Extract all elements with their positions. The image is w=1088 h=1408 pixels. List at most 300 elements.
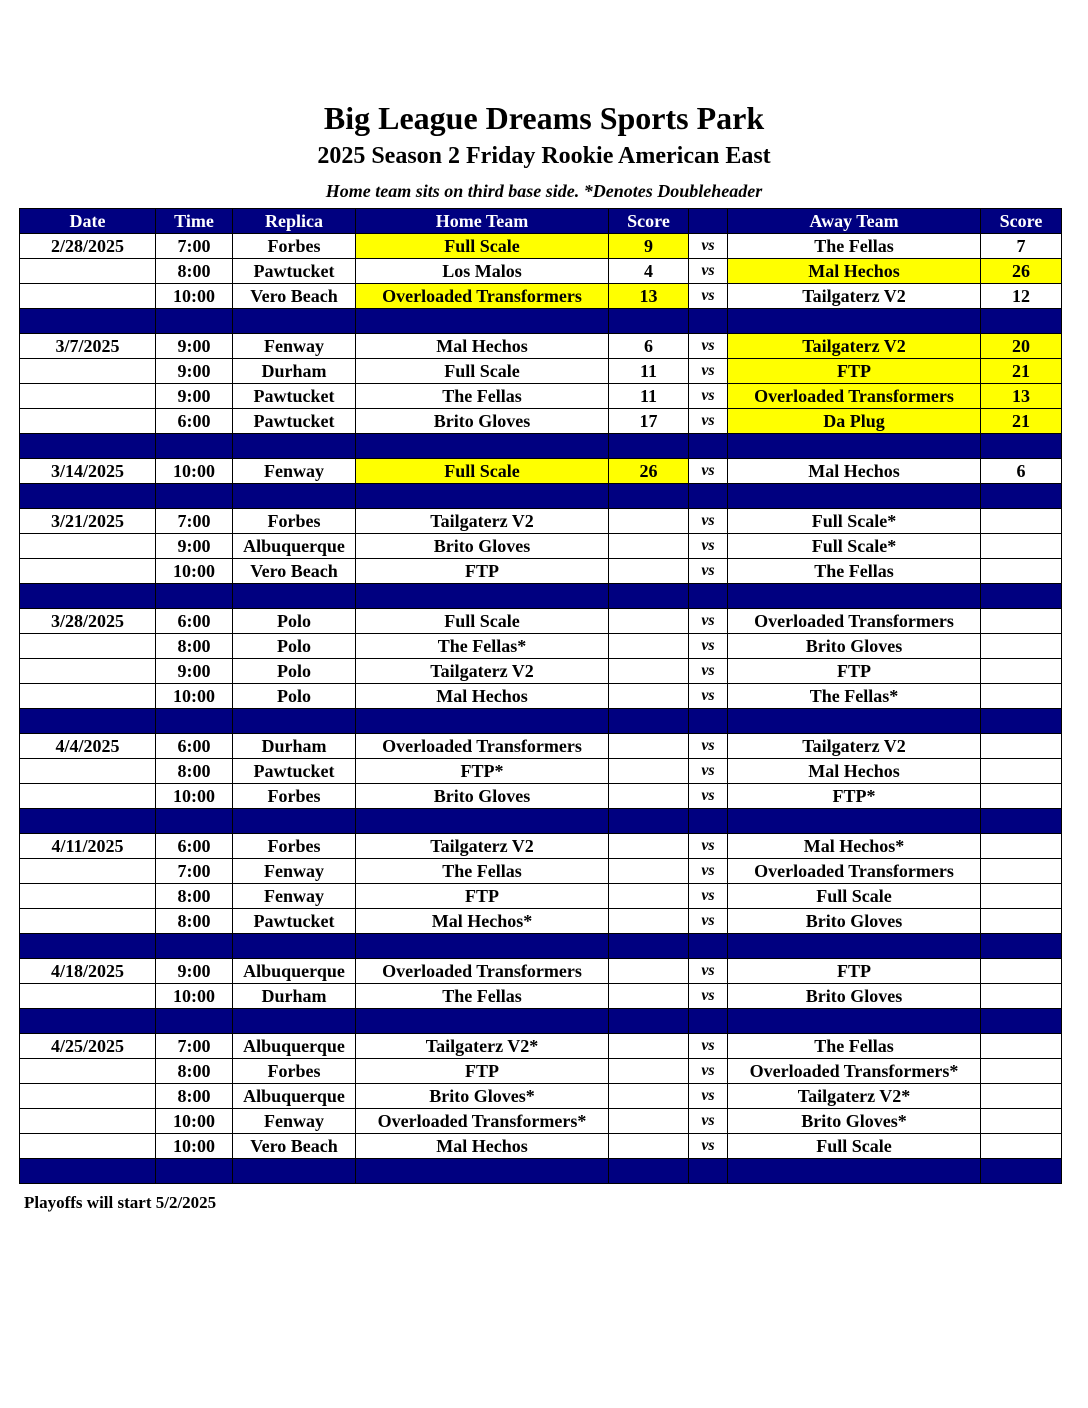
away-team-cell: Mal Hechos* (728, 834, 981, 859)
column-header-away-team: Away Team (728, 209, 981, 234)
away-score-cell (981, 784, 1062, 809)
vs-cell: vs (689, 284, 728, 309)
home-team-cell: FTP* (356, 759, 609, 784)
home-team-cell: Overloaded Transformers (356, 959, 609, 984)
replica-cell: Fenway (233, 1109, 356, 1134)
away-score-cell (981, 759, 1062, 784)
separator-cell (981, 809, 1062, 834)
separator-cell (20, 809, 156, 834)
separator-cell (689, 434, 728, 459)
separator-cell (728, 484, 981, 509)
away-team-cell: Da Plug (728, 409, 981, 434)
separator-cell (728, 1009, 981, 1034)
home-team-cell: Full Scale (356, 234, 609, 259)
table-row (20, 634, 1062, 659)
away-team-cell: Mal Hechos (728, 459, 981, 484)
home-team-cell: Mal Hechos (356, 334, 609, 359)
replica-cell: Albuquerque (233, 959, 356, 984)
away-score-cell (981, 984, 1062, 1009)
replica-cell: Fenway (233, 884, 356, 909)
separator-cell (156, 484, 233, 509)
time-cell: 9:00 (156, 359, 233, 384)
table-row (20, 884, 1062, 909)
replica-cell: Vero Beach (233, 284, 356, 309)
home-team-cell: Full Scale (356, 459, 609, 484)
table-row (20, 984, 1062, 1009)
separator-cell (689, 809, 728, 834)
away-score-cell (981, 609, 1062, 634)
away-team-cell: Brito Gloves* (728, 1109, 981, 1134)
vs-cell: vs (689, 909, 728, 934)
date-cell (20, 259, 156, 284)
away-score-cell (981, 1059, 1062, 1084)
home-score-cell (609, 959, 689, 984)
date-cell (20, 634, 156, 659)
replica-cell: Polo (233, 659, 356, 684)
separator-cell (728, 584, 981, 609)
date-cell: 4/11/2025 (20, 834, 156, 859)
column-header-replica: Replica (233, 209, 356, 234)
home-score-cell (609, 834, 689, 859)
separator-cell (609, 809, 689, 834)
time-cell: 8:00 (156, 759, 233, 784)
replica-cell: Durham (233, 734, 356, 759)
date-cell (20, 659, 156, 684)
column-header-home-score: Score (609, 209, 689, 234)
time-cell: 10:00 (156, 284, 233, 309)
table-row (20, 384, 1062, 409)
replica-cell: Albuquerque (233, 1034, 356, 1059)
home-team-cell: Overloaded Transformers (356, 284, 609, 309)
separator-cell (728, 934, 981, 959)
separator-cell (233, 1009, 356, 1034)
date-cell: 4/4/2025 (20, 734, 156, 759)
home-score-cell (609, 659, 689, 684)
separator-cell (156, 809, 233, 834)
replica-cell: Polo (233, 684, 356, 709)
separator-cell (728, 709, 981, 734)
home-team-cell: Tailgaterz V2 (356, 659, 609, 684)
separator-cell (20, 709, 156, 734)
date-cell (20, 684, 156, 709)
home-team-cell: Tailgaterz V2* (356, 1034, 609, 1059)
home-score-cell (609, 1134, 689, 1159)
away-score-cell: 6 (981, 459, 1062, 484)
away-team-cell: The Fellas (728, 234, 981, 259)
separator-cell (20, 434, 156, 459)
table-row (20, 509, 1062, 534)
table-row (20, 859, 1062, 884)
separator-cell (356, 584, 609, 609)
away-score-cell (981, 1109, 1062, 1134)
home-score-cell: 13 (609, 284, 689, 309)
separator-cell (156, 1159, 233, 1184)
separator-cell (609, 309, 689, 334)
separator-cell (233, 809, 356, 834)
separator-row (20, 809, 1062, 834)
separator-cell (981, 484, 1062, 509)
time-cell: 10:00 (156, 1109, 233, 1134)
vs-cell: vs (689, 1109, 728, 1134)
away-team-cell: The Fellas* (728, 684, 981, 709)
separator-cell (689, 1159, 728, 1184)
table-row (20, 534, 1062, 559)
away-score-cell: 20 (981, 334, 1062, 359)
separator-cell (981, 934, 1062, 959)
time-cell: 7:00 (156, 859, 233, 884)
away-team-cell: FTP (728, 359, 981, 384)
separator-cell (689, 1009, 728, 1034)
away-score-cell (981, 734, 1062, 759)
home-score-cell (609, 984, 689, 1009)
separator-cell (728, 809, 981, 834)
separator-cell (233, 309, 356, 334)
time-cell: 9:00 (156, 959, 233, 984)
column-header-away-score: Score (981, 209, 1062, 234)
home-score-cell (609, 1084, 689, 1109)
away-team-cell: Tailgaterz V2 (728, 334, 981, 359)
separator-cell (728, 1159, 981, 1184)
time-cell: 9:00 (156, 659, 233, 684)
separator-row (20, 584, 1062, 609)
away-team-cell: Overloaded Transformers (728, 859, 981, 884)
date-cell (20, 559, 156, 584)
replica-cell: Forbes (233, 509, 356, 534)
date-cell (20, 534, 156, 559)
table-row (20, 1059, 1062, 1084)
date-cell (20, 759, 156, 784)
away-score-cell: 21 (981, 409, 1062, 434)
away-score-cell (981, 909, 1062, 934)
vs-cell: vs (689, 259, 728, 284)
away-team-cell: The Fellas (728, 1034, 981, 1059)
table-row (20, 659, 1062, 684)
away-team-cell: FTP (728, 659, 981, 684)
vs-cell: vs (689, 334, 728, 359)
away-team-cell: Overloaded Transformers (728, 384, 981, 409)
separator-row (20, 934, 1062, 959)
away-score-cell (981, 959, 1062, 984)
separator-row (20, 434, 1062, 459)
replica-cell: Pawtucket (233, 259, 356, 284)
separator-cell (20, 1159, 156, 1184)
away-team-cell: Tailgaterz V2 (728, 734, 981, 759)
date-cell (20, 284, 156, 309)
date-cell (20, 909, 156, 934)
away-score-cell (981, 834, 1062, 859)
separator-row (20, 1159, 1062, 1184)
home-score-cell (609, 1059, 689, 1084)
time-cell: 8:00 (156, 1084, 233, 1109)
date-cell (20, 359, 156, 384)
replica-cell: Fenway (233, 334, 356, 359)
away-score-cell (981, 1084, 1062, 1109)
away-team-cell: Tailgaterz V2 (728, 284, 981, 309)
header-row (20, 209, 1062, 234)
separator-cell (609, 484, 689, 509)
away-team-cell: FTP (728, 959, 981, 984)
vs-cell: vs (689, 1084, 728, 1109)
column-header-home-team: Home Team (356, 209, 609, 234)
time-cell: 9:00 (156, 384, 233, 409)
table-row (20, 284, 1062, 309)
home-score-cell (609, 634, 689, 659)
vs-cell: vs (689, 1034, 728, 1059)
vs-cell: vs (689, 834, 728, 859)
separator-cell (356, 934, 609, 959)
away-team-cell: Brito Gloves (728, 634, 981, 659)
table-row (20, 359, 1062, 384)
separator-cell (689, 584, 728, 609)
home-team-cell: The Fellas* (356, 634, 609, 659)
replica-cell: Forbes (233, 834, 356, 859)
home-score-cell (609, 784, 689, 809)
home-score-cell (609, 534, 689, 559)
separator-cell (233, 709, 356, 734)
table-row (20, 559, 1062, 584)
separator-cell (156, 434, 233, 459)
playoffs-note: Playoffs will start 5/2/2025 (24, 1193, 217, 1212)
home-score-cell (609, 1034, 689, 1059)
separator-row (20, 309, 1062, 334)
page-title: Big League Dreams Sports Park (323, 100, 765, 136)
date-cell (20, 384, 156, 409)
date-cell (20, 1084, 156, 1109)
vs-cell: vs (689, 359, 728, 384)
replica-cell: Pawtucket (233, 409, 356, 434)
separator-cell (609, 1159, 689, 1184)
date-cell: 4/25/2025 (20, 1034, 156, 1059)
table-row (20, 609, 1062, 634)
home-team-cell: FTP (356, 1059, 609, 1084)
table-row (20, 409, 1062, 434)
time-cell: 7:00 (156, 509, 233, 534)
home-score-cell (609, 909, 689, 934)
away-team-cell: Full Scale* (728, 534, 981, 559)
date-cell (20, 1134, 156, 1159)
away-score-cell (981, 1134, 1062, 1159)
home-score-cell (609, 884, 689, 909)
separator-cell (689, 484, 728, 509)
home-team-cell: Full Scale (356, 609, 609, 634)
separator-cell (233, 584, 356, 609)
vs-cell: vs (689, 959, 728, 984)
time-cell: 10:00 (156, 1134, 233, 1159)
away-score-cell (981, 634, 1062, 659)
vs-cell: vs (689, 384, 728, 409)
vs-cell: vs (689, 884, 728, 909)
vs-cell: vs (689, 1134, 728, 1159)
replica-cell: Forbes (233, 234, 356, 259)
separator-cell (156, 309, 233, 334)
home-team-cell: Mal Hechos (356, 684, 609, 709)
separator-cell (356, 484, 609, 509)
separator-cell (156, 584, 233, 609)
home-team-cell: Full Scale (356, 359, 609, 384)
separator-cell (156, 1009, 233, 1034)
vs-cell: vs (689, 1059, 728, 1084)
away-score-cell: 13 (981, 384, 1062, 409)
separator-cell (20, 1009, 156, 1034)
vs-cell: vs (689, 234, 728, 259)
column-header-vs (689, 209, 728, 234)
date-cell (20, 984, 156, 1009)
table-row (20, 1034, 1062, 1059)
date-cell (20, 884, 156, 909)
schedule-body (20, 234, 1062, 1184)
separator-cell (233, 934, 356, 959)
away-team-cell: FTP* (728, 784, 981, 809)
away-score-cell: 21 (981, 359, 1062, 384)
separator-cell (356, 809, 609, 834)
vs-cell: vs (689, 659, 728, 684)
time-cell: 6:00 (156, 734, 233, 759)
date-cell (20, 859, 156, 884)
time-cell: 10:00 (156, 459, 233, 484)
away-score-cell (981, 559, 1062, 584)
replica-cell: Vero Beach (233, 1134, 356, 1159)
separator-cell (233, 1159, 356, 1184)
separator-cell (356, 709, 609, 734)
date-cell: 3/14/2025 (20, 459, 156, 484)
table-row (20, 909, 1062, 934)
replica-cell: Durham (233, 359, 356, 384)
separator-cell (981, 709, 1062, 734)
away-score-cell (981, 534, 1062, 559)
date-cell: 3/28/2025 (20, 609, 156, 634)
home-team-cell: Brito Gloves* (356, 1084, 609, 1109)
away-score-cell (981, 1034, 1062, 1059)
home-score-cell (609, 759, 689, 784)
table-row (20, 784, 1062, 809)
replica-cell: Forbes (233, 784, 356, 809)
home-score-cell: 6 (609, 334, 689, 359)
away-team-cell: Overloaded Transformers (728, 609, 981, 634)
separator-cell (728, 309, 981, 334)
replica-cell: Polo (233, 634, 356, 659)
time-cell: 7:00 (156, 1034, 233, 1059)
away-team-cell: The Fellas (728, 559, 981, 584)
away-team-cell: Mal Hechos (728, 259, 981, 284)
separator-cell (689, 709, 728, 734)
vs-cell: vs (689, 734, 728, 759)
separator-cell (356, 1159, 609, 1184)
replica-cell: Fenway (233, 459, 356, 484)
home-score-cell (609, 509, 689, 534)
time-cell: 7:00 (156, 234, 233, 259)
home-team-cell: Overloaded Transformers (356, 734, 609, 759)
vs-cell: vs (689, 759, 728, 784)
vs-cell: vs (689, 634, 728, 659)
away-team-cell: Brito Gloves (728, 984, 981, 1009)
date-cell (20, 1059, 156, 1084)
schedule-table (19, 208, 1062, 1184)
separator-cell (233, 484, 356, 509)
replica-cell: Pawtucket (233, 384, 356, 409)
away-score-cell (981, 659, 1062, 684)
away-team-cell: Full Scale (728, 1134, 981, 1159)
home-team-cell: Mal Hechos (356, 1134, 609, 1159)
time-cell: 6:00 (156, 609, 233, 634)
table-row (20, 759, 1062, 784)
separator-cell (609, 709, 689, 734)
separator-cell (981, 1159, 1062, 1184)
separator-row (20, 1009, 1062, 1034)
separator-cell (981, 434, 1062, 459)
away-score-cell (981, 884, 1062, 909)
table-row (20, 734, 1062, 759)
home-team-cell: Los Malos (356, 259, 609, 284)
separator-cell (689, 309, 728, 334)
time-cell: 9:00 (156, 534, 233, 559)
table-row (20, 459, 1062, 484)
vs-cell: vs (689, 784, 728, 809)
table-row (20, 334, 1062, 359)
home-team-cell: The Fellas (356, 984, 609, 1009)
separator-cell (981, 584, 1062, 609)
separator-cell (981, 309, 1062, 334)
replica-cell: Albuquerque (233, 1084, 356, 1109)
separator-cell (609, 1009, 689, 1034)
away-team-cell: Tailgaterz V2* (728, 1084, 981, 1109)
separator-cell (356, 1009, 609, 1034)
replica-cell: Pawtucket (233, 909, 356, 934)
table-row (20, 834, 1062, 859)
replica-cell: Durham (233, 984, 356, 1009)
home-team-cell: Overloaded Transformers* (356, 1109, 609, 1134)
table-row (20, 684, 1062, 709)
time-cell: 8:00 (156, 1059, 233, 1084)
away-team-cell: Brito Gloves (728, 909, 981, 934)
table-row (20, 1109, 1062, 1134)
time-cell: 8:00 (156, 259, 233, 284)
time-cell: 8:00 (156, 909, 233, 934)
home-team-cell: The Fellas (356, 859, 609, 884)
away-score-cell (981, 684, 1062, 709)
table-row (20, 1084, 1062, 1109)
date-cell: 2/28/2025 (20, 234, 156, 259)
separator-cell (609, 934, 689, 959)
home-team-cell: FTP (356, 559, 609, 584)
home-score-cell: 17 (609, 409, 689, 434)
home-score-cell (609, 609, 689, 634)
away-team-cell: Full Scale* (728, 509, 981, 534)
time-cell: 6:00 (156, 834, 233, 859)
away-team-cell: Overloaded Transformers* (728, 1059, 981, 1084)
home-score-cell (609, 859, 689, 884)
vs-cell: vs (689, 409, 728, 434)
home-score-cell (609, 1109, 689, 1134)
home-score-cell (609, 559, 689, 584)
date-cell (20, 1109, 156, 1134)
date-cell: 3/21/2025 (20, 509, 156, 534)
separator-cell (609, 584, 689, 609)
table-row (20, 259, 1062, 284)
home-score-cell: 4 (609, 259, 689, 284)
time-cell: 8:00 (156, 634, 233, 659)
table-row (20, 959, 1062, 984)
page-note: Home team sits on third base side. *Denotes Doubleheader (325, 181, 763, 201)
home-score-cell (609, 734, 689, 759)
vs-cell: vs (689, 859, 728, 884)
date-cell: 3/7/2025 (20, 334, 156, 359)
separator-cell (356, 434, 609, 459)
separator-row (20, 709, 1062, 734)
vs-cell: vs (689, 559, 728, 584)
away-score-cell (981, 509, 1062, 534)
home-score-cell: 11 (609, 384, 689, 409)
table-row (20, 234, 1062, 259)
